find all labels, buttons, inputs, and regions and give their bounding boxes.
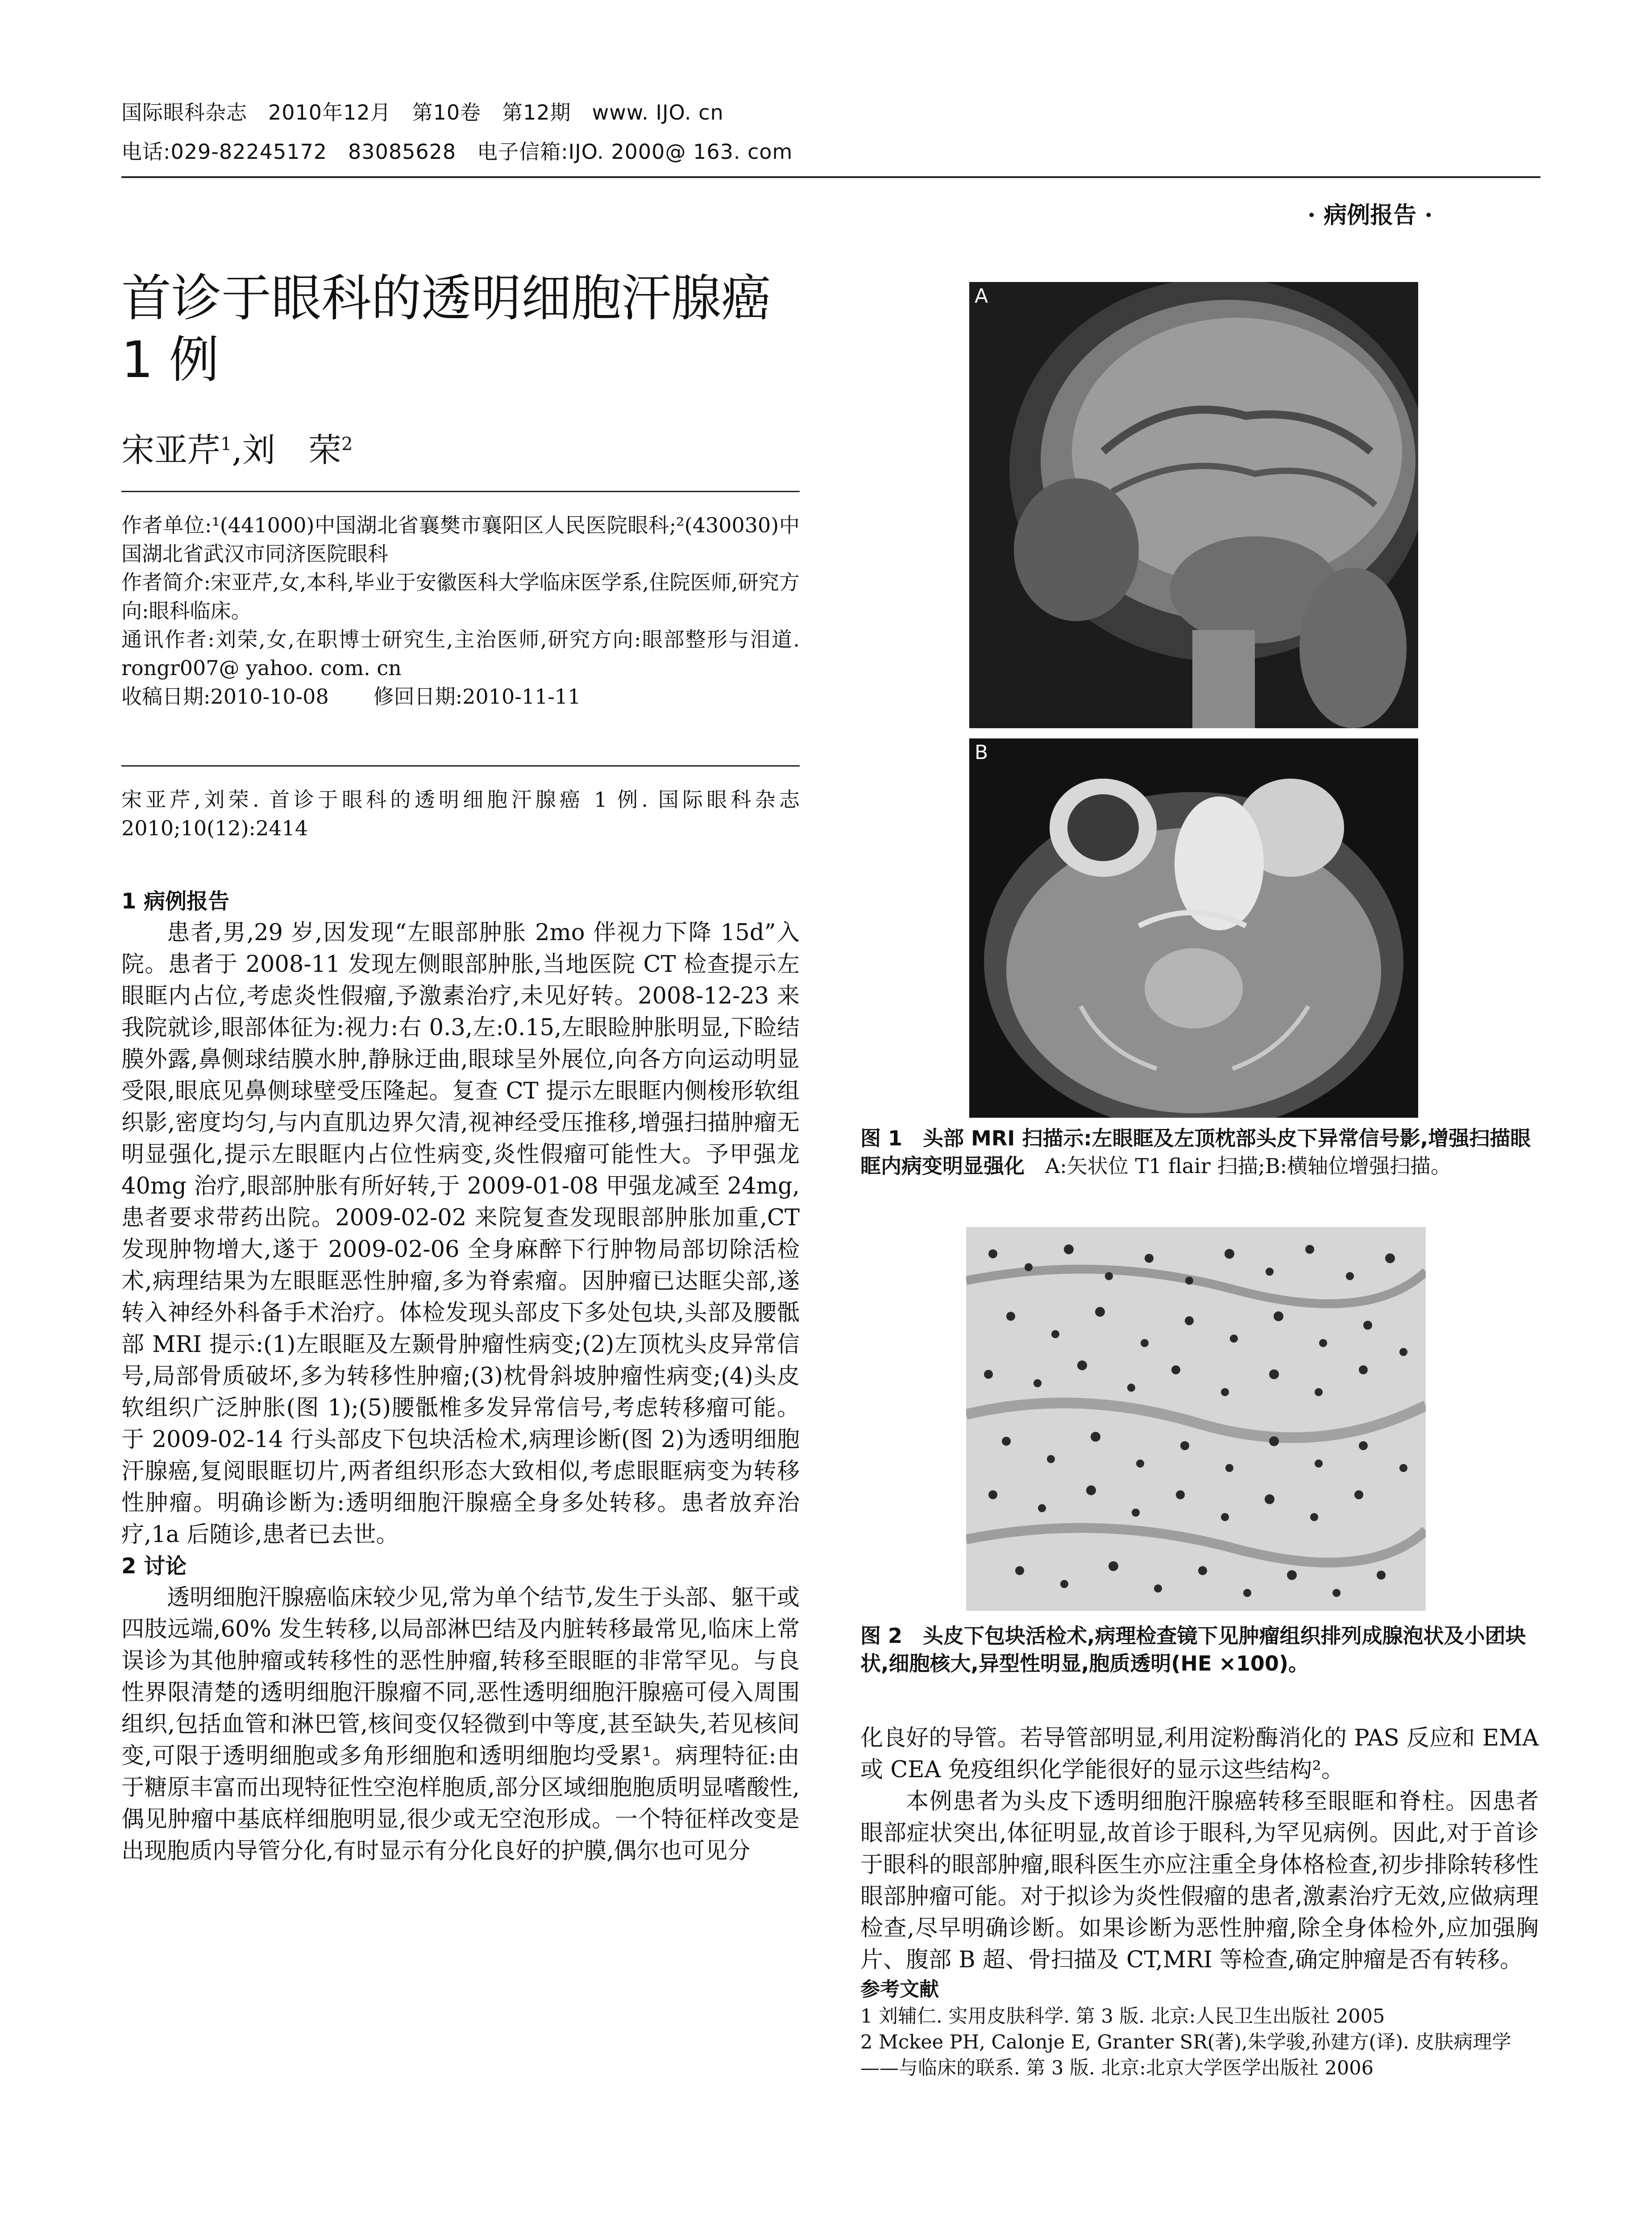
discussion-paragraph: 透明细胞汗腺癌临床较少见,常为单个结节,发生于头部、躯干或四肢远端,60% 发生转移,以局部淋巴结及内脏转移最常见,临床上常误诊为其他肿瘤或转移性的恶性肿瘤,转移至眼眶的非常罕见。与良性界限清楚的透明细胞汗腺瘤不同,恶性透明细胞汗腺癌可侵入周围组织,包括血管和淋巴管,核间变仅轻微到中等度,甚至缺失,若见核间变,可限于透明细胞或多角形细胞和透明细胞均受累¹。病理特征:由于糖原丰富而出现特征性空泡样胞质,部分区域细胞胞质明显嗜酸性,偶见肿瘤中基底样细胞明显,很少或无空泡形成。一个特征样改变是出现胞质内导管分化,有时显示有分化良好的护膜,偶尔也可见分	[121, 1584, 800, 1864]
figure-1-caption-detail: A:矢状位 T1 flair 扫描;B:横轴位增强扫描。	[1025, 1154, 1452, 1178]
author-rule	[121, 491, 800, 492]
corresponding-author: 通讯作者:刘荣,女,在职博士研究生,主治医师,研究方向:眼部整形与泪道. rongr007@ yahoo. com. cn	[121, 627, 800, 680]
author-affiliation-mark: 2	[341, 434, 353, 455]
author-separator: ,	[232, 431, 242, 469]
figure-panel-label: A	[975, 285, 988, 307]
figure-1b-mri-axial	[969, 738, 1418, 1118]
revised-date: 修回日期:2010-11-11	[373, 684, 581, 709]
author-name: 刘 荣	[242, 431, 341, 469]
histology-image	[966, 1227, 1426, 1611]
column-label: · 病例报告 ·	[1307, 202, 1433, 229]
metadata-rule	[121, 765, 800, 767]
case-report-paragraph: 患者,男,29 岁,因发现“左眼部肿胀 2mo 伴视力下降 15d”入院。患者于 2008-11 发现左侧眼部肿胀,当地医院 CT 检查提示左眼眶内占位,考虑炎性假瘤,予激素治疗,未见好转。2008-12-23 来我院就诊,眼部体征为:视力:右 0.3,左:0.15,左眼睑肿胀明显,下睑结膜外露,鼻侧球结膜水肿,静脉迂曲,眼球呈外展位,向各方向运动明显受限,眼底见鼻侧球壁受压隆起。复查 CT 提示左眼眶内侧梭形软组织影,密度均匀,与内直肌边界欠清,视神经受压推移,增强扫描肿瘤无明显强化,提示左眼眶内占位性病变,炎性假瘤可能性大。予甲强龙 40mg 治疗,眼部肿胀有所好转,于 2009-01-08 甲强龙减至 24mg,患者要求带药出院。2009-02-02 来院复查发现眼部肿胀加重,CT 发现肿物增大,遂于 2009-02-06 全身麻醉下行肿物局部切除活检术,病理结果为左眼眶恶性肿瘤,多为脊索瘤。因肿瘤已达眶尖部,遂转入神经外科备手术治疗。体检发现头部皮下多处包块,头部及腰骶部 MRI 提示:(1)左眼眶及左颞骨肿瘤性病变;(2)左顶枕头皮异常信号,局部骨质破坏,多为转移性肿瘤;(3)枕骨斜坡肿瘤性病变;(4)头皮软组织广泛肿胀(图 1);(5)腰骶椎多发异常信号,考虑转移瘤可能。于 2009-02-14 行头部皮下包块活检术,病理诊断(图 2)为透明细胞汗腺癌,复阅眼眶切片,两者组织形态大致相似,考虑眼眶病变为转移性肿瘤。明确诊断为:透明细胞汗腺癌全身多处转移。患者放弃治疗,1a 后随诊,患者已去世。	[121, 920, 800, 1548]
references-heading: 参考文献	[860, 1978, 939, 2001]
affiliation: 作者单位:¹(441000)中国湖北省襄樊市襄阳区人民医院眼科;²(430030)中国湖北省武汉市同济医院眼科	[121, 513, 800, 566]
article-title	[121, 268, 818, 391]
figure-2-histology	[966, 1227, 1426, 1611]
reference-item: 2 Mckee PH, Calonje E, Granter SR(著),朱学骏,孙建方(译). 皮肤病理学——与临床的联系. 第 3 版. 北京:北京大学医学出版社 2006	[860, 2031, 1511, 2079]
author-name: 宋亚芹	[121, 431, 220, 469]
figure-1-caption-title: 图 1 头部 MRI 扫描示:左眼眶及左顶枕部头皮下异常信号影,增强扫描眼眶内病变明显强化	[860, 1126, 1531, 1178]
section-heading: 1 病例报告	[121, 889, 230, 914]
right-column	[860, 1722, 1539, 2081]
mri-axial-image	[969, 738, 1418, 1118]
discussion-paragraph-continued: 化良好的导管。若导管部明显,利用淀粉酶消化的 PAS 反应和 EMA 或 CEA 免疫组织化学能很好的显示这些结构²。	[860, 1725, 1539, 1783]
left-column	[121, 886, 800, 1867]
title-line-2: 1 例	[121, 331, 219, 389]
figure-1a-mri-sagittal	[969, 282, 1418, 728]
title-line-1: 首诊于眼科的透明细胞汗腺癌	[121, 270, 771, 328]
received-date: 收稿日期:2010-10-08	[121, 684, 329, 709]
author-introduction: 作者简介:宋亚芹,女,本科,毕业于安徽医科大学临床医学系,住院医师,研究方向:眼科临床。	[121, 570, 800, 623]
discussion-paragraph: 本例患者为头皮下透明细胞汗腺癌转移至眼眶和脊柱。因患者眼部症状突出,体征明显,故首诊于眼科,为罕见病例。因此,对于首诊于眼科的眼部肿瘤,眼科医生亦应注重全身体格检查,初步排除转移性眼部肿瘤可能。对于拟诊为炎性假瘤的患者,激素治疗无效,应做病理检查,尽早明确诊断。如果诊断为恶性肿瘤,除全身体检外,应加强胸片、腹部 B 超、骨扫描及 CT,MRI 等检查,确定肿瘤是否有转移。	[860, 1788, 1539, 1973]
citation: 宋亚芹,刘荣. 首诊于眼科的透明细胞汗腺癌 1 例. 国际眼科杂志 2010;10(12):2414	[121, 788, 800, 840]
figure-2-caption	[860, 1622, 1539, 1677]
section-heading: 2 讨论	[121, 1554, 187, 1579]
figure-1-caption	[860, 1124, 1539, 1180]
author-affiliation-mark: 1	[220, 434, 232, 455]
figure-2-caption-text: 图 2 头皮下包块活检术,病理检查镜下见肿瘤组织排列成腺泡状及小团块状,细胞核大,异型性明显,胞质透明(HE ×100)。	[860, 1624, 1526, 1675]
header-rule	[121, 176, 1540, 178]
figure-panel-label: B	[975, 741, 988, 764]
article-metadata	[121, 511, 800, 711]
mri-sagittal-image	[969, 282, 1418, 728]
reference-item: 1 刘辅仁. 实用皮肤科学. 第 3 版. 北京:人民卫生出版社 2005	[860, 2005, 1385, 2028]
journal-header-line2: 电话:029-82245172 83085628 电子信箱:IJO. 2000@ 163. com	[121, 140, 793, 164]
reference-list	[860, 2003, 1539, 2081]
author-line	[121, 424, 353, 471]
journal-header-line1: 国际眼科杂志 2010年12月 第10卷 第12期 www. IJO. cn	[121, 100, 724, 124]
dates	[121, 682, 800, 711]
